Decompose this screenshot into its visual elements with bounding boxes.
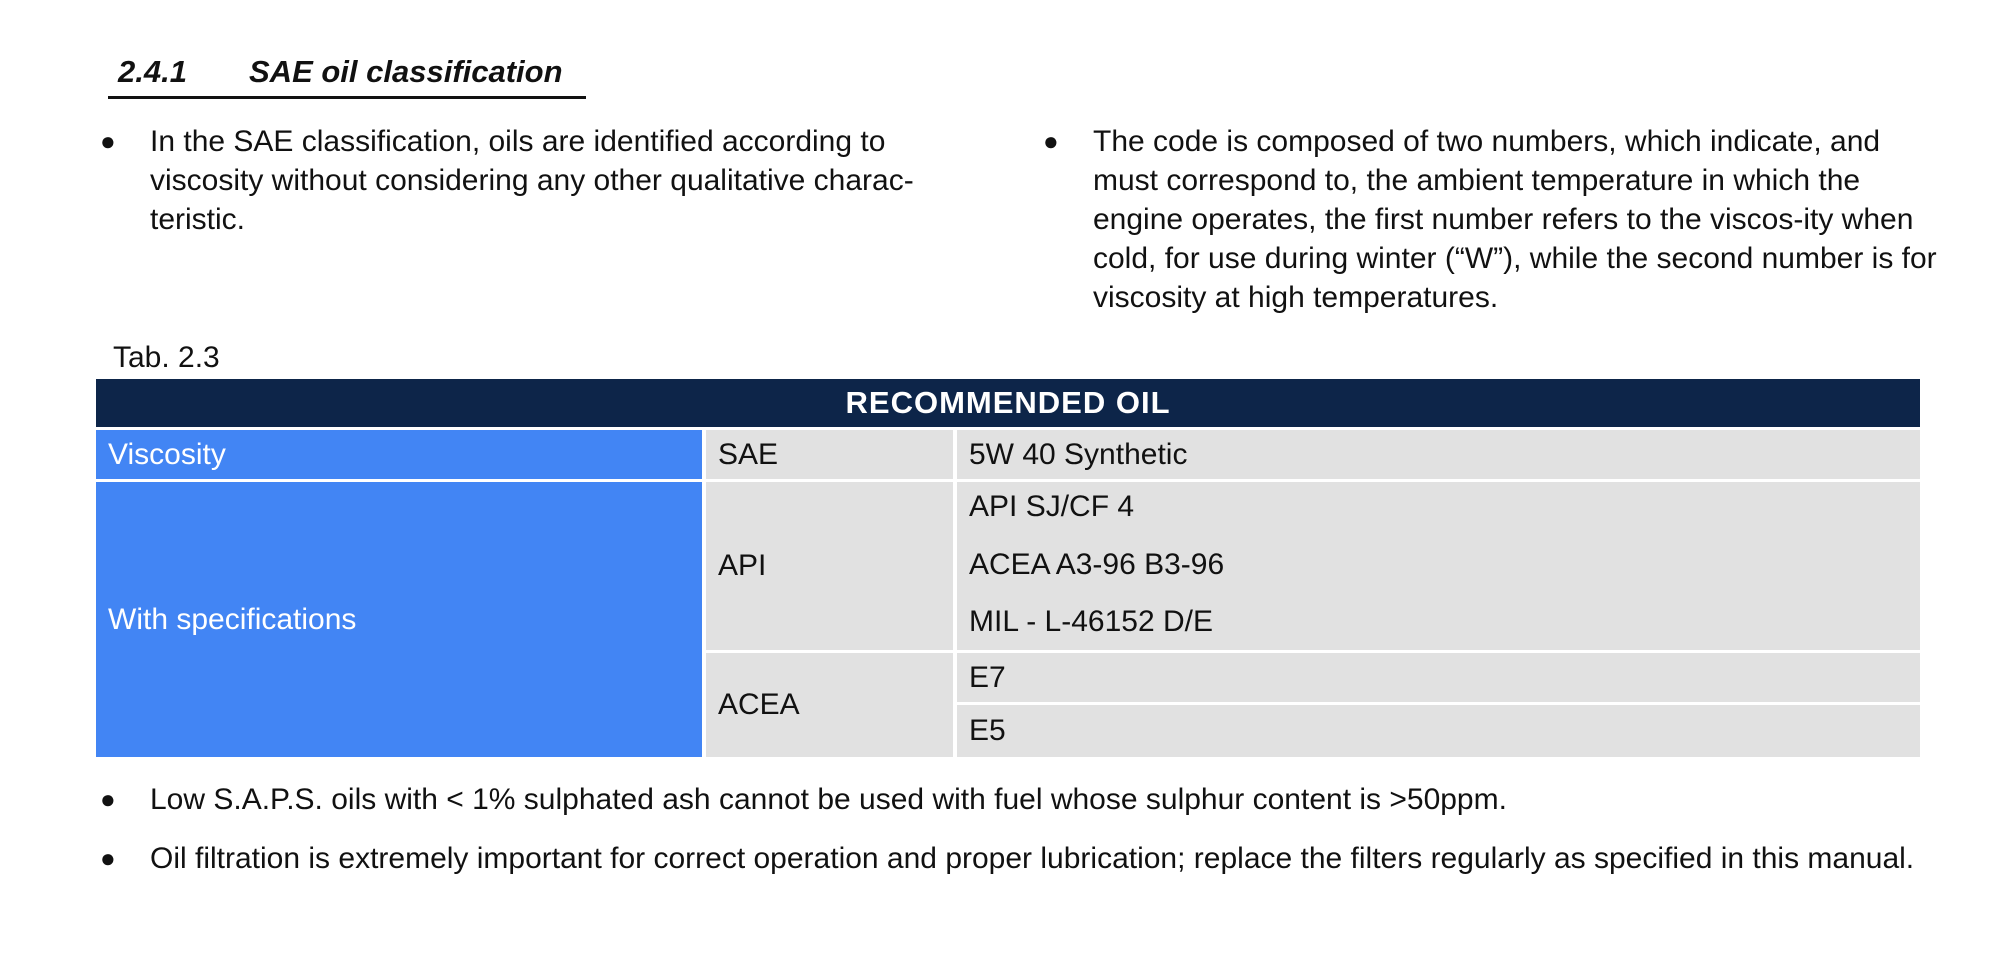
intro-bullet-text: In the SAE classification, oils are identified according to viscosity without considering any other qualitative charac-teristic. bbox=[150, 125, 914, 236]
api-value: ACEA A3-96 B3-96 bbox=[969, 548, 1225, 581]
intro-bullet-text: The code is composed of two numbers, which indicate, and must correspond to, the ambient temperature in which the engine operates, the first number refers to the viscos-ity when cold, for use during winter (“W”), while the second number is for viscosity at high temperatures. bbox=[1093, 125, 1937, 314]
table-header: RECOMMENDED OIL bbox=[96, 379, 1920, 430]
section-number: 2.4.1 bbox=[118, 54, 187, 89]
viscosity-label: Viscosity bbox=[96, 430, 706, 482]
sae-label: SAE bbox=[706, 430, 957, 482]
bullet-icon: ● bbox=[100, 126, 116, 156]
footer-bullet-text: Low S.A.P.S. oils with < 1% sulphated ash cannot be used with fuel whose sulphur content is >50ppm. bbox=[150, 783, 1507, 816]
api-value: API SJ/CF 4 bbox=[969, 490, 1135, 523]
api-label: API bbox=[706, 482, 957, 653]
acea-label: ACEA bbox=[706, 653, 957, 757]
table-caption: Tab. 2.3 bbox=[113, 341, 220, 374]
bullet-icon: ● bbox=[100, 784, 116, 814]
api-values bbox=[957, 482, 1920, 653]
specifications-label: With specifications bbox=[96, 482, 706, 757]
acea-value: E5 bbox=[957, 705, 1920, 757]
api-value: MIL - L-46152 D/E bbox=[969, 605, 1213, 638]
bullet-icon: ● bbox=[1043, 126, 1059, 156]
sae-value: 5W 40 Synthetic bbox=[957, 430, 1920, 482]
bullet-icon: ● bbox=[100, 843, 116, 873]
section-title: SAE oil classification bbox=[249, 54, 563, 89]
section-heading bbox=[108, 48, 586, 99]
footer-bullet-text: Oil filtration is extremely important for correct operation and proper lubrication; replace the filters regularly as specified in this manual. bbox=[150, 842, 1915, 875]
acea-value: E7 bbox=[957, 653, 1920, 705]
recommended-oil-table bbox=[96, 379, 1920, 757]
